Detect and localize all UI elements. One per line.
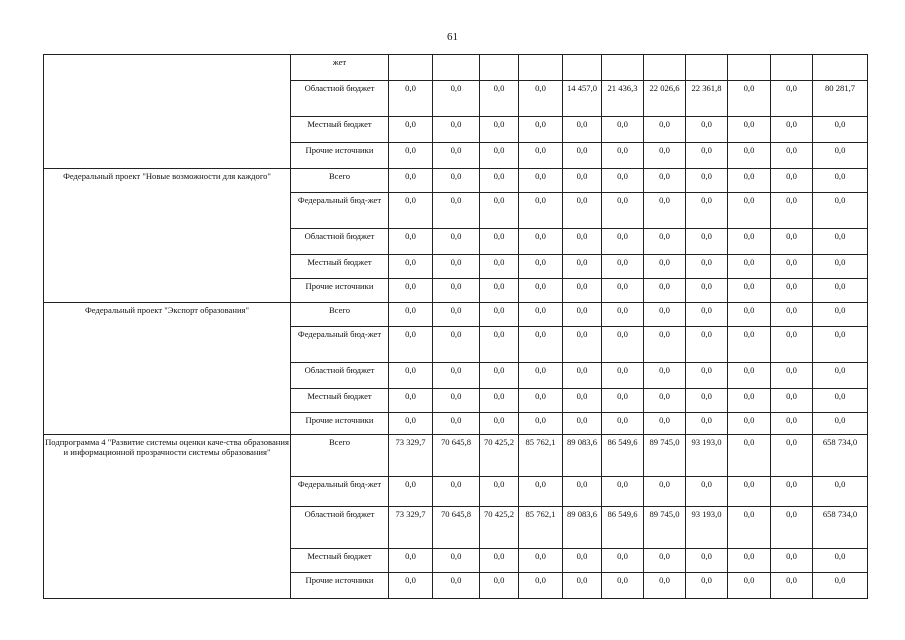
value-cell: 0,0 [686,255,728,279]
value-cell: 0,0 [813,117,868,143]
table-row [44,169,868,193]
value-cell: 658 734,0 [813,507,868,549]
value-cell: 0,0 [480,363,519,389]
value-cell: 0,0 [813,229,868,255]
value-cell: 0,0 [686,303,728,327]
value-cell: 0,0 [813,255,868,279]
value-cell: 0,0 [686,229,728,255]
funding-source-cell: Федеральный бюд-жет [291,327,389,363]
value-cell: 0,0 [728,303,771,327]
value-cell: 0,0 [519,303,563,327]
value-cell: 0,0 [644,573,686,599]
value-cell: 0,0 [480,255,519,279]
value-cell: 86 549,6 [602,435,644,477]
value-cell: 0,0 [389,389,433,413]
value-cell: 0,0 [771,413,813,435]
value-cell [686,55,728,81]
value-cell: 89 745,0 [644,507,686,549]
value-cell [519,55,563,81]
value-cell: 93 193,0 [686,435,728,477]
value-cell: 0,0 [480,573,519,599]
budget-table [43,54,868,599]
funding-source-cell: Областной бюджет [291,81,389,117]
value-cell: 0,0 [644,389,686,413]
value-cell: 0,0 [389,279,433,303]
value-cell: 0,0 [771,255,813,279]
value-cell: 0,0 [563,255,602,279]
value-cell: 0,0 [644,255,686,279]
value-cell: 0,0 [602,363,644,389]
value-cell: 85 762,1 [519,507,563,549]
table-row [44,303,868,327]
value-cell: 0,0 [433,573,480,599]
value-cell: 0,0 [480,229,519,255]
value-cell: 0,0 [480,389,519,413]
value-cell: 0,0 [480,279,519,303]
value-cell: 93 193,0 [686,507,728,549]
value-cell [728,55,771,81]
value-cell: 70 425,2 [480,507,519,549]
value-cell: 0,0 [771,193,813,229]
value-cell: 0,0 [771,327,813,363]
value-cell: 0,0 [686,573,728,599]
value-cell: 86 549,6 [602,507,644,549]
value-cell: 0,0 [433,193,480,229]
value-cell: 0,0 [563,143,602,169]
value-cell: 0,0 [813,573,868,599]
value-cell: 22 361,8 [686,81,728,117]
value-cell: 0,0 [728,279,771,303]
value-cell: 0,0 [563,229,602,255]
value-cell: 0,0 [519,81,563,117]
value-cell: 0,0 [728,549,771,573]
value-cell: 70 645,8 [433,435,480,477]
table-row [44,55,868,81]
value-cell: 14 457,0 [563,81,602,117]
value-cell: 0,0 [771,279,813,303]
funding-source-cell: Местный бюджет [291,549,389,573]
value-cell: 0,0 [728,477,771,507]
value-cell: 0,0 [433,477,480,507]
program-name-cell [44,55,291,169]
value-cell: 0,0 [644,169,686,193]
funding-source-cell: Местный бюджет [291,389,389,413]
value-cell: 0,0 [771,389,813,413]
value-cell: 0,0 [519,169,563,193]
value-cell: 0,0 [728,389,771,413]
value-cell [433,55,480,81]
value-cell: 0,0 [813,363,868,389]
value-cell: 0,0 [433,255,480,279]
funding-source-cell: Местный бюджет [291,255,389,279]
value-cell: 0,0 [686,169,728,193]
value-cell: 0,0 [563,573,602,599]
value-cell: 0,0 [644,143,686,169]
value-cell: 0,0 [433,413,480,435]
value-cell: 0,0 [686,117,728,143]
value-cell: 0,0 [519,413,563,435]
value-cell: 0,0 [771,169,813,193]
value-cell [389,55,433,81]
value-cell: 0,0 [519,477,563,507]
value-cell: 0,0 [644,363,686,389]
value-cell: 0,0 [480,81,519,117]
value-cell: 0,0 [602,279,644,303]
value-cell: 0,0 [771,507,813,549]
value-cell: 0,0 [686,279,728,303]
value-cell: 0,0 [728,229,771,255]
value-cell: 0,0 [644,229,686,255]
value-cell: 0,0 [728,143,771,169]
value-cell: 0,0 [389,255,433,279]
value-cell: 22 026,6 [644,81,686,117]
value-cell: 0,0 [563,413,602,435]
value-cell: 0,0 [728,507,771,549]
value-cell: 0,0 [519,573,563,599]
value-cell: 0,0 [686,143,728,169]
funding-source-cell: Федеральный бюд-жет [291,193,389,229]
value-cell: 0,0 [519,327,563,363]
value-cell: 0,0 [563,477,602,507]
funding-source-cell: Всего [291,303,389,327]
funding-source-cell: Местный бюджет [291,117,389,143]
value-cell: 0,0 [813,303,868,327]
value-cell: 21 436,3 [602,81,644,117]
value-cell: 0,0 [813,549,868,573]
value-cell: 0,0 [728,169,771,193]
value-cell: 0,0 [602,327,644,363]
value-cell: 0,0 [433,303,480,327]
value-cell: 0,0 [813,193,868,229]
funding-source-cell: жет [291,55,389,81]
value-cell [480,55,519,81]
value-cell: 0,0 [389,143,433,169]
value-cell: 0,0 [389,573,433,599]
value-cell: 0,0 [686,363,728,389]
value-cell: 0,0 [771,81,813,117]
value-cell: 0,0 [728,193,771,229]
value-cell: 0,0 [519,363,563,389]
value-cell: 0,0 [433,327,480,363]
value-cell: 0,0 [602,477,644,507]
value-cell: 0,0 [644,193,686,229]
value-cell [644,55,686,81]
page-number: 61 [447,31,458,43]
funding-source-cell: Всего [291,435,389,477]
value-cell: 0,0 [480,303,519,327]
value-cell: 0,0 [433,117,480,143]
value-cell: 0,0 [433,279,480,303]
value-cell: 0,0 [813,477,868,507]
table-row [44,435,868,477]
value-cell: 0,0 [813,327,868,363]
value-cell: 0,0 [771,477,813,507]
funding-source-cell: Всего [291,169,389,193]
value-cell: 0,0 [433,389,480,413]
value-cell: 0,0 [389,477,433,507]
value-cell: 89 745,0 [644,435,686,477]
value-cell: 0,0 [644,477,686,507]
value-cell: 0,0 [771,229,813,255]
value-cell: 0,0 [771,363,813,389]
value-cell: 0,0 [771,549,813,573]
value-cell: 0,0 [389,229,433,255]
value-cell: 0,0 [686,549,728,573]
value-cell: 0,0 [433,549,480,573]
funding-source-cell: Федеральный бюд-жет [291,477,389,507]
value-cell: 0,0 [686,389,728,413]
value-cell: 89 083,6 [563,507,602,549]
program-name-cell: Федеральный проект "Экспорт образования" [44,303,291,435]
value-cell: 0,0 [602,303,644,327]
value-cell: 0,0 [813,279,868,303]
value-cell: 0,0 [389,363,433,389]
value-cell: 0,0 [771,573,813,599]
value-cell: 0,0 [519,117,563,143]
value-cell: 658 734,0 [813,435,868,477]
value-cell: 0,0 [433,363,480,389]
value-cell: 0,0 [602,193,644,229]
value-cell: 0,0 [389,81,433,117]
value-cell: 0,0 [602,143,644,169]
value-cell: 0,0 [563,279,602,303]
value-cell: 0,0 [563,363,602,389]
value-cell: 0,0 [480,327,519,363]
funding-source-cell: Прочие источники [291,573,389,599]
value-cell: 0,0 [433,229,480,255]
value-cell: 70 425,2 [480,435,519,477]
value-cell: 0,0 [602,255,644,279]
value-cell: 0,0 [644,303,686,327]
value-cell: 0,0 [433,169,480,193]
value-cell: 0,0 [644,279,686,303]
value-cell [563,55,602,81]
funding-source-cell: Прочие источники [291,413,389,435]
value-cell: 0,0 [563,303,602,327]
value-cell: 0,0 [519,389,563,413]
value-cell: 0,0 [686,327,728,363]
value-cell: 0,0 [644,327,686,363]
value-cell: 0,0 [728,363,771,389]
value-cell: 0,0 [813,169,868,193]
value-cell: 0,0 [728,117,771,143]
value-cell: 0,0 [563,117,602,143]
value-cell: 0,0 [602,389,644,413]
funding-source-cell: Областной бюджет [291,507,389,549]
value-cell: 0,0 [389,117,433,143]
value-cell: 0,0 [644,413,686,435]
value-cell: 73 329,7 [389,507,433,549]
value-cell: 0,0 [686,193,728,229]
value-cell: 0,0 [602,549,644,573]
value-cell: 0,0 [480,143,519,169]
value-cell: 0,0 [771,303,813,327]
value-cell: 0,0 [686,413,728,435]
value-cell: 0,0 [644,549,686,573]
value-cell: 0,0 [519,229,563,255]
funding-source-cell: Прочие источники [291,143,389,169]
value-cell: 0,0 [563,327,602,363]
program-name-cell: Подпрограмма 4 "Развитие системы оценки каче-ства образования и информационной прозрачности системы образования" [44,435,291,599]
funding-source-cell: Прочие источники [291,279,389,303]
value-cell: 0,0 [563,549,602,573]
value-cell: 0,0 [728,413,771,435]
value-cell: 0,0 [519,549,563,573]
value-cell: 0,0 [602,169,644,193]
value-cell: 0,0 [480,549,519,573]
value-cell [602,55,644,81]
value-cell: 0,0 [563,169,602,193]
value-cell: 70 645,8 [433,507,480,549]
value-cell: 0,0 [563,389,602,413]
value-cell: 85 762,1 [519,435,563,477]
value-cell: 0,0 [433,143,480,169]
value-cell: 0,0 [813,389,868,413]
value-cell: 0,0 [728,573,771,599]
value-cell: 0,0 [519,193,563,229]
value-cell: 89 083,6 [563,435,602,477]
program-name-cell: Федеральный проект "Новые возможности для каждого" [44,169,291,303]
value-cell: 0,0 [563,193,602,229]
value-cell: 0,0 [480,413,519,435]
value-cell: 0,0 [602,117,644,143]
value-cell: 0,0 [602,573,644,599]
value-cell: 0,0 [480,193,519,229]
value-cell: 0,0 [686,477,728,507]
value-cell: 0,0 [389,327,433,363]
value-cell: 0,0 [389,413,433,435]
value-cell [771,55,813,81]
value-cell: 0,0 [728,81,771,117]
value-cell [813,55,868,81]
value-cell: 0,0 [433,81,480,117]
value-cell: 0,0 [813,143,868,169]
value-cell: 0,0 [480,117,519,143]
value-cell: 0,0 [389,193,433,229]
value-cell: 0,0 [519,279,563,303]
value-cell: 0,0 [480,477,519,507]
value-cell: 73 329,7 [389,435,433,477]
value-cell: 0,0 [389,169,433,193]
value-cell: 0,0 [602,413,644,435]
value-cell: 0,0 [771,117,813,143]
value-cell: 0,0 [728,327,771,363]
value-cell: 0,0 [389,303,433,327]
value-cell: 0,0 [771,435,813,477]
funding-source-cell: Областной бюджет [291,363,389,389]
value-cell: 0,0 [602,229,644,255]
funding-source-cell: Областной бюджет [291,229,389,255]
value-cell: 0,0 [771,143,813,169]
value-cell: 0,0 [389,549,433,573]
value-cell: 0,0 [519,255,563,279]
value-cell: 0,0 [480,169,519,193]
value-cell: 0,0 [728,435,771,477]
value-cell: 0,0 [813,413,868,435]
value-cell: 0,0 [644,117,686,143]
value-cell: 0,0 [519,143,563,169]
value-cell: 80 281,7 [813,81,868,117]
value-cell: 0,0 [728,255,771,279]
